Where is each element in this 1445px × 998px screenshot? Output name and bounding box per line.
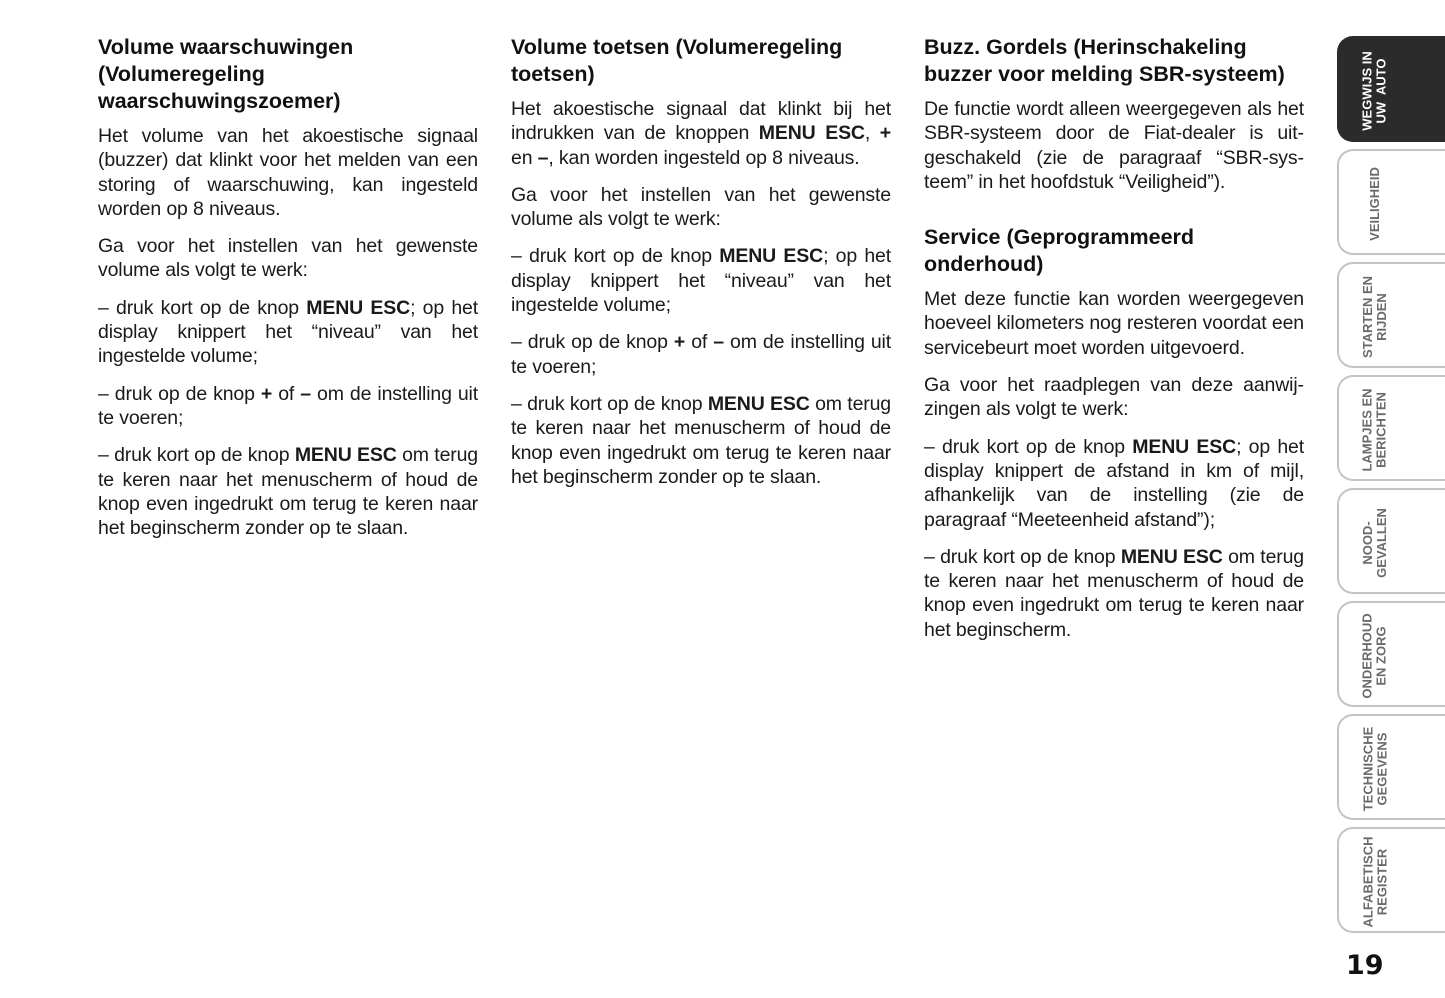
paragraph-instructions: Ga voor het instellen van het gewenste volume als volgt te werk: [98,235,478,282]
step-return-menu: – druk kort op de knop MENU ESC om terug te keren naar het menuscherm of houd de knop even ingedrukt om terug te keren naar het beginscherm zonder op te slaan. [98,444,478,540]
step-press-plus-minus: – druk op de knop + of – om de instelling uit te voeren; [98,382,478,429]
tab-noodgevallen[interactable]: NOOD- GEVALLEN [1337,488,1445,594]
step-return-menu: – druk kort op de knop MENU ESC om terug te keren naar het menuscherm of houd de knop even ingedrukt om terug te keren naar het beginscherm. [924,545,1304,641]
paragraph-intro: Het akoestische signaal dat klinkt bij het indrukken van de knoppen MENU ESC, + en –, kan worden ingesteld op 8 niveaus. [511,98,892,169]
tab-starten-rijden[interactable]: STARTEN EN RIJDEN [1337,262,1445,368]
paragraph-instructions: Ga voor het raadplegen van deze aanwijzingen als volgt te werk: [924,374,1304,421]
column-volume-warnings [98,34,478,553]
column-belt-buzzer-service [924,34,1304,655]
heading-service: Service (Geprogrammeerd onderhoud) [924,225,1195,277]
heading-belt-buzzer: Buzz. Gordels (Herinschakeling buzzer voor melding SBR-systeem) [924,35,1285,86]
step-press-menu-esc: – druk kort op de knop MENU ESC; op het display knippert de afstand in km of mijl, afhankelijk van de instelling (zie de paragraaf “Meeteenheid afstand”); [924,435,1305,531]
heading-volume-keys: Volume toetsen (Volumeregeling toetsen) [511,35,843,86]
paragraph-instructions: Ga voor het instellen van het gewenste volume als volgt te werk: [511,183,891,231]
tab-veiligheid[interactable]: VEILIGHEID [1337,149,1445,255]
step-press-plus-minus: – druk op de knop + of – om de instelling uit te voeren; [511,331,891,378]
tab-alfabetisch-register[interactable]: ALFABETISCH REGISTER [1337,827,1445,933]
page-number: 19 [1346,950,1384,981]
column-volume-keys [511,34,891,502]
tab-onderhoud[interactable]: ONDERHOUD EN ZORG [1337,601,1445,707]
tab-technische-gegevens[interactable]: TECHNISCHE GEGEVENS [1337,714,1445,820]
step-return-menu: – druk kort op de knop MENU ESC om terug te keren naar het menuscherm of houd de knop even ingedrukt om terug te keren naar het beginscherm zonder op te slaan. [511,392,891,488]
heading-volume-warnings: Volume waarschuwingen (Volumeregeling waarschuwingszoemer) [98,35,354,113]
paragraph-intro: Het volume van het akoestische signaal (buzzer) dat klinkt voor het melden van een storing of waarschuwing, kan ingesteld worden op 8 niveaus. [98,125,478,220]
step-press-menu-esc: – druk kort op de knop MENU ESC; op het display knippert het “niveau” van het ingestelde volume; [511,245,892,317]
paragraph-sbr: De functie wordt alleen weergegeven als het SBR-systeem door de Fiat-dealer is uitgeschakeld (zie de paragraaf “SBR-systeem” in het hoofdstuk “Veiligheid”). [924,98,1304,193]
tab-wegwijs[interactable]: WEGWIJS IN UW AUTO [1337,36,1445,142]
tab-lampjes-berichten[interactable]: LAMPJES EN BERICHTEN [1337,375,1445,481]
paragraph-service-intro: Met deze functie kan worden weergegeven hoeveel kilometers nog resteren voordat een servicebeurt moet worden uitgevoerd. [924,288,1304,359]
step-press-menu-esc: – druk kort op de knop MENU ESC; op het display knippert het “niveau” van het ingestelde volume; [98,296,479,368]
